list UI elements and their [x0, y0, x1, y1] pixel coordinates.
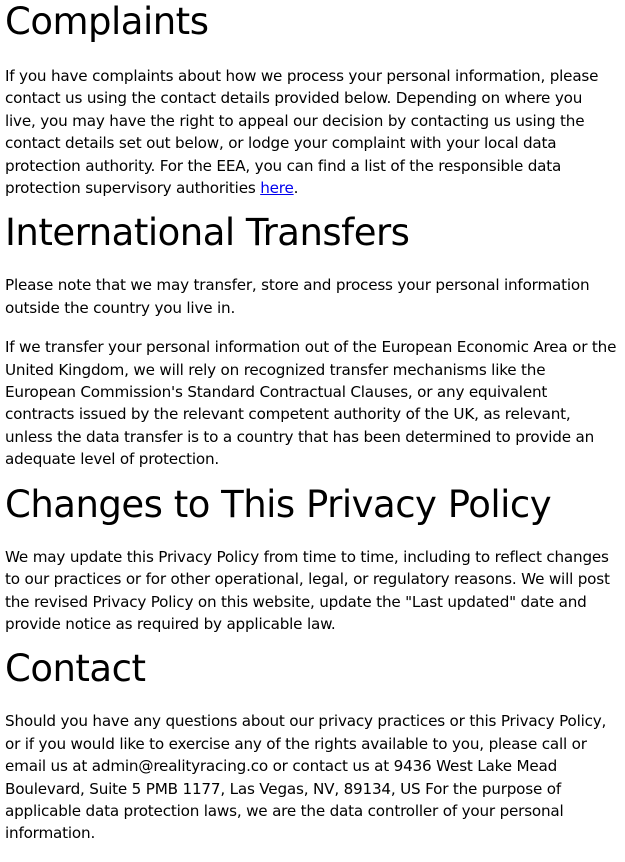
changes-heading: Changes to This Privacy Policy [5, 482, 552, 526]
contact-paragraph: Should you have any questions about our privacy practices or this Privacy Policy, or if you would like to exercise any of the rights available to you, please call or email us at admin@realityracing.co or contact us at 9436 West Lake Mead Boulevard, Suite 5 PMB 1177, Las Vegas, NV, 89134, US For the purpose of applicable data protection laws, we are the data controller of your personal information. [5, 712, 607, 843]
international-transfers-paragraph-1: Please note that we may transfer, store and process your personal information outside the country you live in. [5, 276, 590, 317]
complaints-text-end: . [293, 179, 299, 198]
complaints-paragraph [5, 65, 617, 199]
international-transfers-heading: International Transfers [5, 211, 410, 255]
international-transfers-paragraph-2: If we transfer your personal information out of the European Economic Area or the United Kingdom, we will rely on recognized transfer mechanisms like the European Commission's Standard Contractual Clauses, or any equivalent contracts issued by the relevant competent authority of the UK, as relevant, unless the data transfer is to a country that has been determined to provide an adequate level of protection. [5, 338, 617, 469]
supervisory-authorities-link[interactable]: here [260, 179, 294, 198]
changes-paragraph: We may update this Privacy Policy from time to time, including to reflect changes to our practices or for other operational, legal, or regulatory reasons. We will post the revised Privacy Policy on this website, update the "Last updated" date and provide notice as required by applicable law. [5, 547, 610, 633]
complaints-text: If you have complaints about how we process your personal information, please contact us using the contact details provided below. Depending on where you live, you may have the right to appeal our decision by contacting us using the contact details set out below, or lodge your complaint with your local data protection authority. For the EEA, you can find a list of the responsible data protection supervisory authorities [5, 67, 599, 198]
contact-heading: Contact [5, 647, 146, 691]
complaints-heading: Complaints [5, 0, 209, 43]
